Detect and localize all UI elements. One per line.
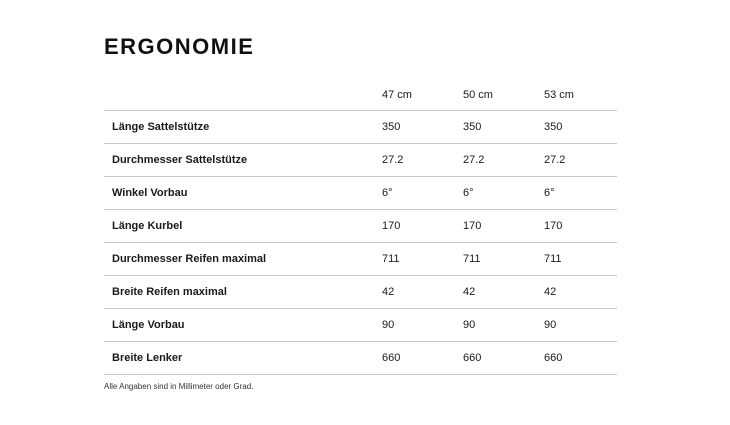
row-label: Länge Vorbau — [104, 309, 382, 342]
row-value: 42 — [463, 276, 544, 309]
table-row — [104, 276, 617, 309]
row-label: Breite Reifen maximal — [104, 276, 382, 309]
size-header-53: 53 cm — [544, 80, 617, 111]
row-value: 42 — [544, 276, 617, 309]
row-label: Durchmesser Reifen maximal — [104, 243, 382, 276]
size-header-50: 50 cm — [463, 80, 544, 111]
geometry-spec-table — [104, 80, 617, 375]
row-value: 27.2 — [382, 144, 463, 177]
table-row — [104, 144, 617, 177]
table-header-row — [104, 80, 617, 111]
row-value: 350 — [382, 111, 463, 144]
row-value: 170 — [382, 210, 463, 243]
table-row — [104, 177, 617, 210]
row-value: 711 — [382, 243, 463, 276]
row-value: 6° — [382, 177, 463, 210]
table-row — [104, 210, 617, 243]
row-value: 170 — [544, 210, 617, 243]
row-label: Länge Sattelstütze — [104, 111, 382, 144]
section-title: ERGONOMIE — [104, 34, 255, 59]
row-label: Breite Lenker — [104, 342, 382, 375]
table-row — [104, 111, 617, 144]
units-footnote: Alle Angaben sind in Millimeter oder Grad. — [104, 382, 254, 391]
row-value: 6° — [463, 177, 544, 210]
row-value: 170 — [463, 210, 544, 243]
row-value: 27.2 — [463, 144, 544, 177]
row-value: 350 — [544, 111, 617, 144]
row-value: 90 — [382, 309, 463, 342]
row-value: 660 — [463, 342, 544, 375]
row-value: 42 — [382, 276, 463, 309]
table-row — [104, 342, 617, 375]
row-value: 6° — [544, 177, 617, 210]
row-value: 711 — [544, 243, 617, 276]
row-value: 350 — [463, 111, 544, 144]
row-value: 660 — [544, 342, 617, 375]
table-row — [104, 309, 617, 342]
table-row — [104, 243, 617, 276]
header-empty-cell — [104, 80, 382, 111]
row-label: Durchmesser Sattelstütze — [104, 144, 382, 177]
row-value: 711 — [463, 243, 544, 276]
row-value: 27.2 — [544, 144, 617, 177]
row-value: 660 — [382, 342, 463, 375]
row-label: Winkel Vorbau — [104, 177, 382, 210]
row-value: 90 — [463, 309, 544, 342]
row-value: 90 — [544, 309, 617, 342]
row-label: Länge Kurbel — [104, 210, 382, 243]
size-header-47: 47 cm — [382, 80, 463, 111]
